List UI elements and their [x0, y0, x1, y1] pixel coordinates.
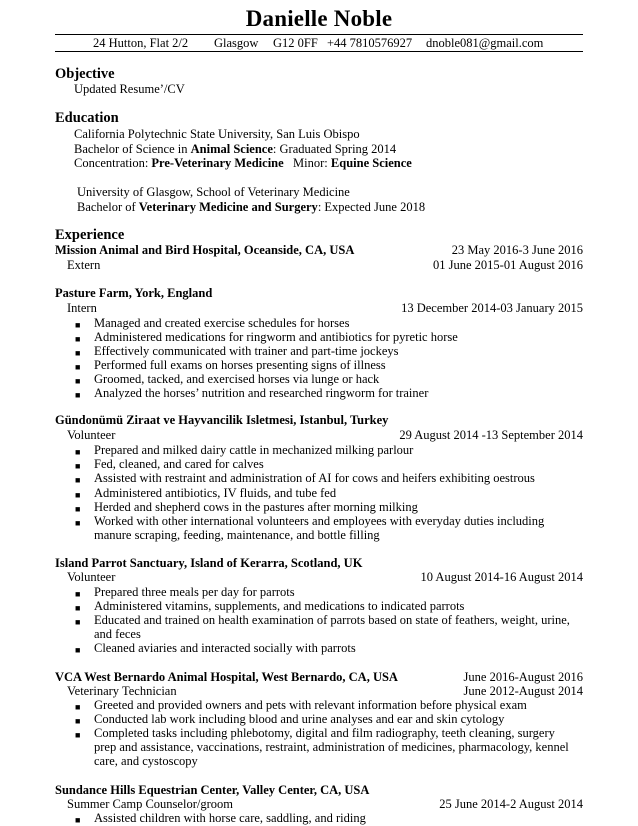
gundonumu-bullet-6-line-2: manure scraping, feeding, maintenance, and bottle filling	[94, 528, 380, 542]
parrot-role: Volunteer	[67, 570, 116, 584]
gundonumu-dates: 29 August 2014 -13 September 2014	[399, 428, 583, 442]
parrot-bullet-3-line-1: Educated and trained on health examination of parrots based on state of feathers, weight, urine,	[94, 613, 570, 627]
contact-line	[55, 34, 583, 52]
parrot-bullet-4: Cleaned aviaries and interacted socially with parrots	[94, 641, 356, 655]
contact-city: Glasgow	[214, 36, 259, 50]
objective-text: Updated Resume’/CV	[74, 82, 185, 96]
sundance-org: Sundance Hills Equestrian Center, Valley Center, CA, USA	[55, 783, 370, 797]
education-calpoly-concentration: Concentration: Pre-Veterinary Medicine Minor: Equine Science	[74, 156, 412, 170]
pasture-role: Intern	[67, 301, 97, 315]
pasture-bullet-5: Groomed, tacked, and exercised horses via lunge or hack	[94, 372, 380, 386]
mission-dates-1: 23 May 2016-3 June 2016	[451, 243, 583, 257]
experience-heading: Experience	[55, 227, 125, 243]
parrot-bullet-3-line-2: and feces	[94, 627, 141, 641]
vca-bullet-1: Greeted and provided owners and pets with relevant information before physical exam	[94, 698, 527, 712]
education-glasgow-degree: Bachelor of Veterinary Medicine and Surgery: Expected June 2018	[77, 200, 426, 214]
parrot-bullet-1: Prepared three meals per day for parrots	[94, 585, 295, 599]
mission-role: Extern	[67, 258, 101, 272]
gundonumu-org: Gündonümü Ziraat ve Hayvancilik Isletmesi, Istanbul, Turkey	[55, 413, 389, 427]
education-heading: Education	[55, 110, 119, 126]
pasture-bullet-6: Analyzed the horses’ nutrition and researched ringworm for trainer	[94, 386, 429, 400]
gundonumu-bullet-2: Fed, cleaned, and cared for calves	[94, 457, 264, 472]
vca-role: Veterinary Technician	[67, 684, 177, 698]
contact-phone: +44 7810576927	[327, 36, 413, 50]
vca-bullet-2: Conducted lab work including blood and urine analyses and ear and skin cytology	[94, 712, 505, 726]
mission-dates-2: 01 June 2015-01 August 2016	[433, 258, 583, 272]
vca-dates-2: June 2012-August 2014	[463, 684, 583, 698]
vca-bullet-3-line-1: Completed tasks including phlebotomy, digital and film radiography, teeth cleaning, surgery	[94, 726, 555, 740]
objective-heading: Objective	[55, 66, 115, 82]
vca-bullet-3-line-2: prep and assistance, vaccinations, restraint, administration of medicines, pharmacology, kennel	[94, 740, 569, 754]
contact-email: dnoble081@gmail.com	[426, 36, 544, 50]
education-calpoly-degree: Bachelor of Science in Animal Science: Graduated Spring 2014	[74, 142, 397, 156]
pasture-bullet-1: Managed and created exercise schedules for horses	[94, 316, 350, 330]
sundance-dates: 25 June 2014-2 August 2014	[439, 797, 583, 811]
pasture-dates: 13 December 2014-03 January 2015	[401, 301, 583, 315]
sundance-bullet-1: Assisted children with horse care, saddling, and riding	[94, 811, 366, 825]
parrot-bullet-2: Administered vitamins, supplements, and medications to indicated parrots	[94, 599, 465, 613]
gundonumu-bullet-3: Assisted with restraint and administration of AI for cows and heifers exhibiting oestrous	[94, 471, 535, 486]
gundonumu-role: Volunteer	[67, 428, 116, 442]
gundonumu-bullet-1: Prepared and milked dairy cattle in mechanized milking parlour	[94, 443, 414, 457]
vca-dates-1: June 2016-August 2016	[463, 670, 583, 684]
resume-name: Danielle Noble	[245, 6, 393, 31]
mission-org: Mission Animal and Bird Hospital, Oceanside, CA, USA	[55, 243, 355, 257]
contact-address: 24 Hutton, Flat 2/2	[93, 36, 189, 50]
education-calpoly-school: California Polytechnic State University, San Luis Obispo	[74, 127, 360, 141]
pasture-bullet-3: Effectively communicated with trainer and part-time jockeys	[94, 344, 399, 358]
pasture-org: Pasture Farm, York, England	[55, 286, 213, 300]
pasture-bullet-2: Administered medications for ringworm and antibiotics for pyretic horse	[94, 330, 458, 344]
gundonumu-bullet-5: Herded and shepherd cows in the pastures after morning milking	[94, 499, 418, 514]
pasture-bullet-4: Performed full exams on horses presenting signs of illness	[94, 358, 386, 372]
education-glasgow-school: University of Glasgow, School of Veterinary Medicine	[77, 185, 350, 199]
gundonumu-bullet-4: Administered antibiotics, IV fluids, and tube fed	[94, 485, 337, 500]
vca-bullet-3-line-3: care, and cystoscopy	[94, 754, 198, 768]
gundonumu-bullet-6-line-1: Worked with other international volunteers and employees with everyday duties including	[94, 514, 545, 528]
parrot-org: Island Parrot Sanctuary, Island of Kerarra, Scotland, UK	[55, 556, 363, 570]
parrot-dates: 10 August 2014-16 August 2014	[420, 570, 583, 584]
vca-org: VCA West Bernardo Animal Hospital, West Bernardo, CA, USA	[55, 670, 398, 684]
contact-postcode: G12 0FF	[273, 36, 318, 50]
sundance-role: Summer Camp Counselor/groom	[67, 797, 233, 811]
